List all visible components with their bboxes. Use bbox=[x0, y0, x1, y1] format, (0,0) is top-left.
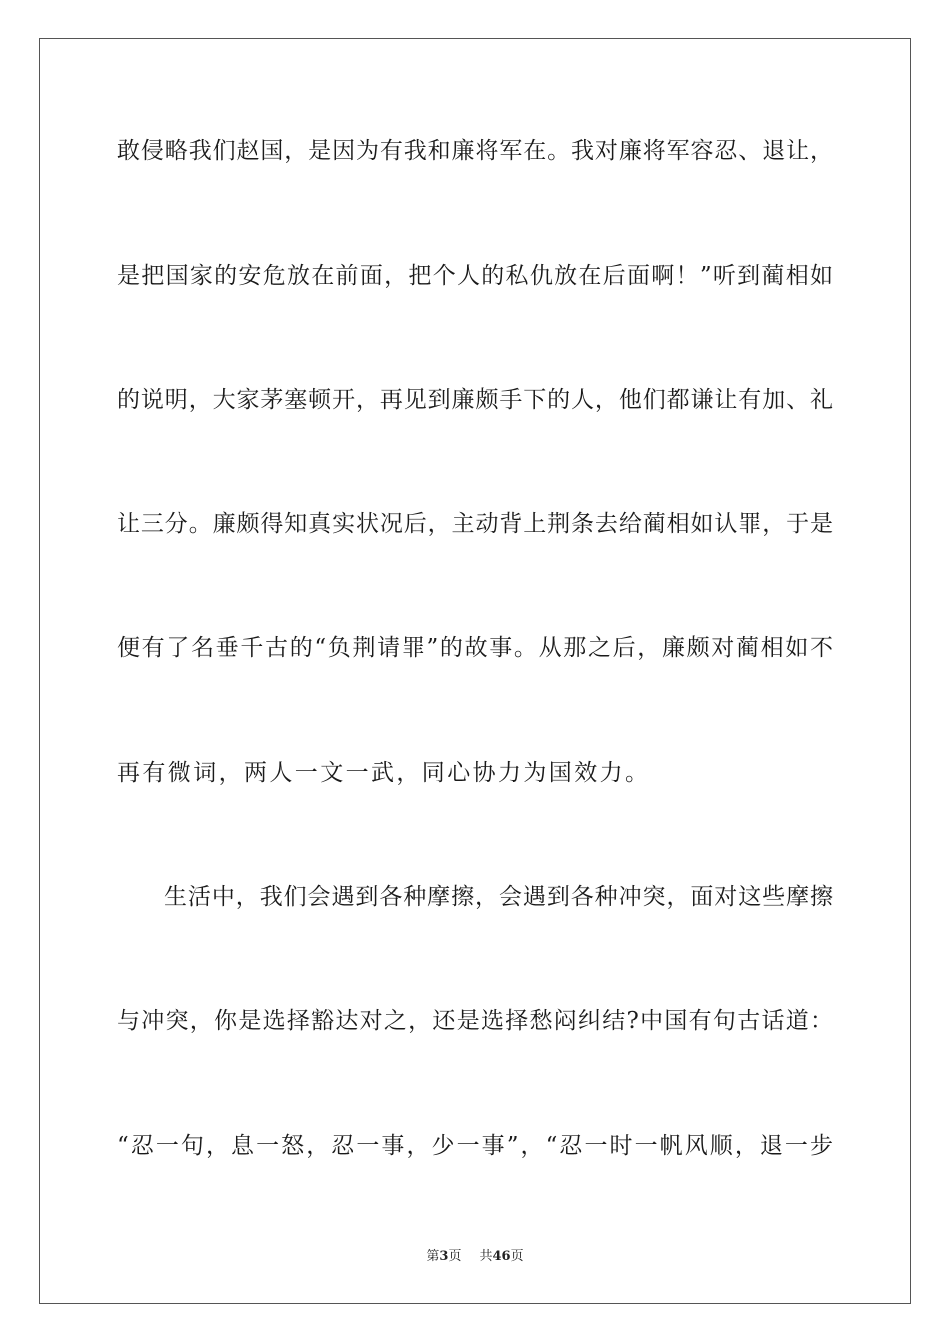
paragraph-line: 敢侵略我们赵国，是因为有我和廉将军在。我对廉将军容忍、退让， bbox=[117, 138, 833, 164]
page-number: 3 bbox=[439, 1249, 449, 1264]
page-label-prefix: 第 bbox=[426, 1249, 440, 1264]
paragraph-line: 的说明，大家茅塞顿开，再见到廉颇手下的人，他们都谦让有加、礼 bbox=[117, 387, 833, 413]
page-border bbox=[39, 38, 911, 1304]
page-label-suffix: 页 bbox=[448, 1249, 462, 1264]
page-footer bbox=[0, 1248, 950, 1266]
paragraph-line: 再有微词，两人一文一武，同心协力为国效力。 bbox=[117, 760, 651, 786]
paragraph-line: 是把国家的安危放在前面，把个人的私仇放在后面啊！”听到蔺相如 bbox=[117, 263, 833, 289]
total-label-prefix: 共 bbox=[479, 1249, 493, 1264]
total-pages: 46 bbox=[492, 1249, 511, 1264]
paragraph-line: 与冲突，你是选择豁达对之，还是选择愁闷纠结?中国有句古话道： bbox=[117, 1008, 833, 1034]
paragraph-line: 让三分。廉颇得知真实状况后，主动背上荆条去给蔺相如认罪，于是 bbox=[117, 511, 833, 537]
paragraph-line: 便有了名垂千古的“负荆请罪”的故事。从那之后，廉颇对蔺相如不 bbox=[117, 635, 833, 661]
paragraph-line: “忍一句，息一怒，忍一事，少一事”，“忍一时一帆风顺，退一步 bbox=[117, 1133, 833, 1159]
total-label-suffix: 页 bbox=[510, 1249, 524, 1264]
paragraph-first-line: 生活中，我们会遇到各种摩擦，会遇到各种冲突，面对这些摩擦 bbox=[164, 884, 833, 910]
